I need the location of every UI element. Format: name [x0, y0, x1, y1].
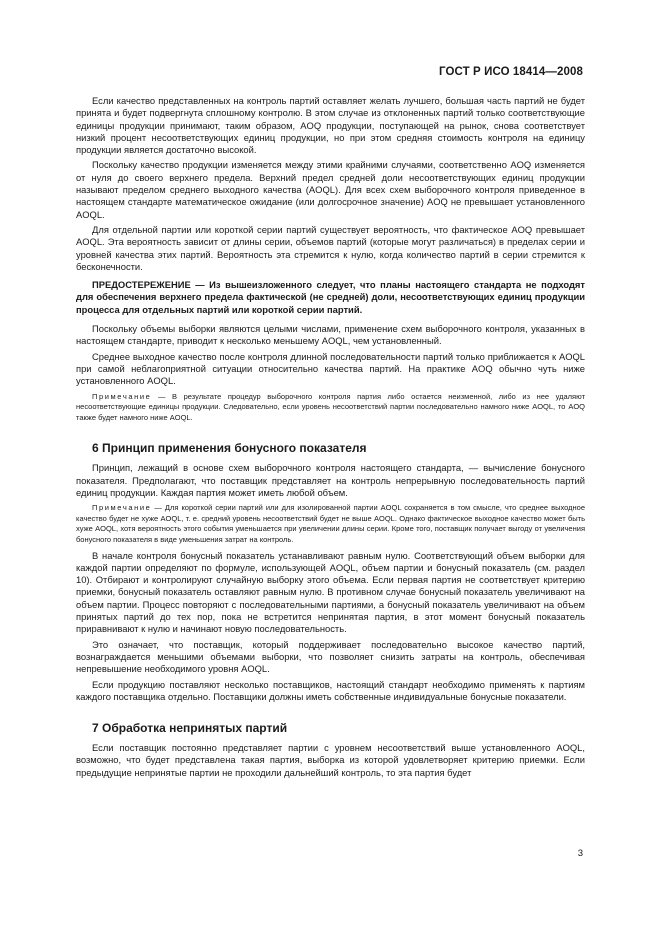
paragraph: Если поставщик постоянно представляет партии с уровнем несоответствий выше установленного AOQL, возможно, что будет представлена такая партия, выборка из которой удовлетворяет критерию приемки. Если предыдущие непринятые партии не проходили дальнейший контроль, то эта партия будет [76, 742, 585, 778]
note-paragraph [76, 392, 585, 424]
page-number: 3 [577, 848, 583, 859]
paragraph: Принцип, лежащий в основе схем выборочного контроля настоящего стандарта, — вычисление бонусного показателя. Предполагают, что поставщик представляет на контроль непрерывную последовательность партий единиц продукции. Каждая партия может иметь любой объем. [76, 462, 585, 498]
paragraph: Поскольку объемы выборки являются целыми числами, применение схем выборочного контроля, указанных в настоящем стандарте, приводит к несколько меньшему AOQL, чем установленный. [76, 323, 585, 347]
paragraph: Для отдельной партии или короткой серии партий существует вероятность, что фактическое AOQ превышает AOQL. Эта вероятность зависит от длины серии, объемов партий (которые могут различаться) в пределах серии и уровней качества этих партий. Вероятность эта стремится к нулю, когда количество партий в серии стремится к бесконечности. [76, 223, 585, 272]
section-7-heading: 7 Обработка непринятых партий [92, 721, 288, 736]
paragraph: В начале контроля бонусный показатель устанавливают равным нулю. Соответствующий объем выборки для каждой партии определяют по формуле, использующей AOQL, объем партии и бонусный показатель (см. раздел 10). Отбирают и контролируют случайную выборку этого объема. Если первая партия не соответствует критерию приемки, бонусный показатель оставляют равным нулю. В противном случае бонусный показатель увеличивают на объем партии. Процесс повторяют с последовательными партиями, а бонусный показатель увеличивают на объем принятых партий до тех пор, пока не встретится непринятая партия, в этот момент бонусный показатель приравнивают к нулю и начинают новую последовательность. [76, 549, 585, 635]
section-6-heading: 6 Принцип применения бонусного показателя [92, 441, 367, 456]
paragraph: Если продукцию поставляют несколько поставщиков, настоящий стандарт необходимо применять к партиям каждого поставщика отдельно. Поставщики должны иметь собственные индивидуальные бонусные показатели. [76, 678, 585, 702]
note-label: Примечание [92, 391, 152, 401]
paragraph: Если качество представленных на контроль партий оставляет желать лучшего, большая часть партий не будет принята и будет подвергнута сплошному контролю. В этом случае из отклоненных партий только соответствующие единицы продукции принимают, таким образом, AOQ продукции, поступающей на рынок, снова соответствует низкий процент несоответствующих единиц продукции, но при этом средняя стоимость контроля на единицу продукции является достаточно высокой. [76, 95, 585, 156]
paragraph: Поскольку качество продукции изменяется между этими крайними случаями, соответственно AOQ изменяется от нуля до своего верхнего предела. Верхний предел средней доли несоответствующих единиц продукции называют пределом среднего выходного качества (AOQL). Для всех схем выборочного контроля приведенное в настоящем стандарте математическое ожидание (или долгосрочное значение) AOQ не превышает установленного AOQL. [76, 159, 585, 220]
note-text: — Для короткой серии партий или для изолированной партии AOQL сохраняется в том смысле, что среднее выходное качество будет не хуже AOQL, т. е. средний уровень несоответствий будет не выше AOQL. Однако фактическое выходное качество может быть хуже AOQL, хотя вероятность этого события уменьшается при увеличении длины серии. Кроме того, поставщик получает выгоду от увеличения бонусного показателя в виде уменьшения затрат на контроль. [76, 503, 585, 544]
paragraph: Это означает, что поставщик, который поддерживает последовательно высокое качество партий, вознаграждается меньшими объемами выборки, что позволяет снизить затраты на контроль, обеспечивая непревышение необходимого уровня AOQL. [76, 638, 585, 675]
note-label: Примечание [92, 503, 152, 513]
document-header: ГОСТ Р ИСО 18414—2008 [438, 66, 583, 78]
note-text: — В результате процедур выборочного контроля партия либо остается неизменной, либо из нее удаляют несоответствующие единицы продукции. Следовательно, если уровень несоответствий партии последовательно намного ниже AOQL, то AOQ также будет намного ниже AOQL. [76, 391, 585, 422]
page-content [76, 95, 585, 782]
paragraph: Среднее выходное качество после контроля длинной последовательности партий только приближается к AOQL при самой неблагоприятной ситуации относительно качества партий. На практике AOQ обычно чуть ниже установленного AOQL. [76, 350, 585, 387]
note-paragraph [76, 503, 585, 545]
warning-paragraph: ПРЕДОСТЕРЕЖЕНИЕ — Из вышеизложенного следует, что планы настоящего стандарта не подходят для обеспечения верхнего предела фактической (не средней) доли, несоответствующих единиц продукции процесса для отдельных партий или короткой серии партий. [76, 279, 585, 315]
